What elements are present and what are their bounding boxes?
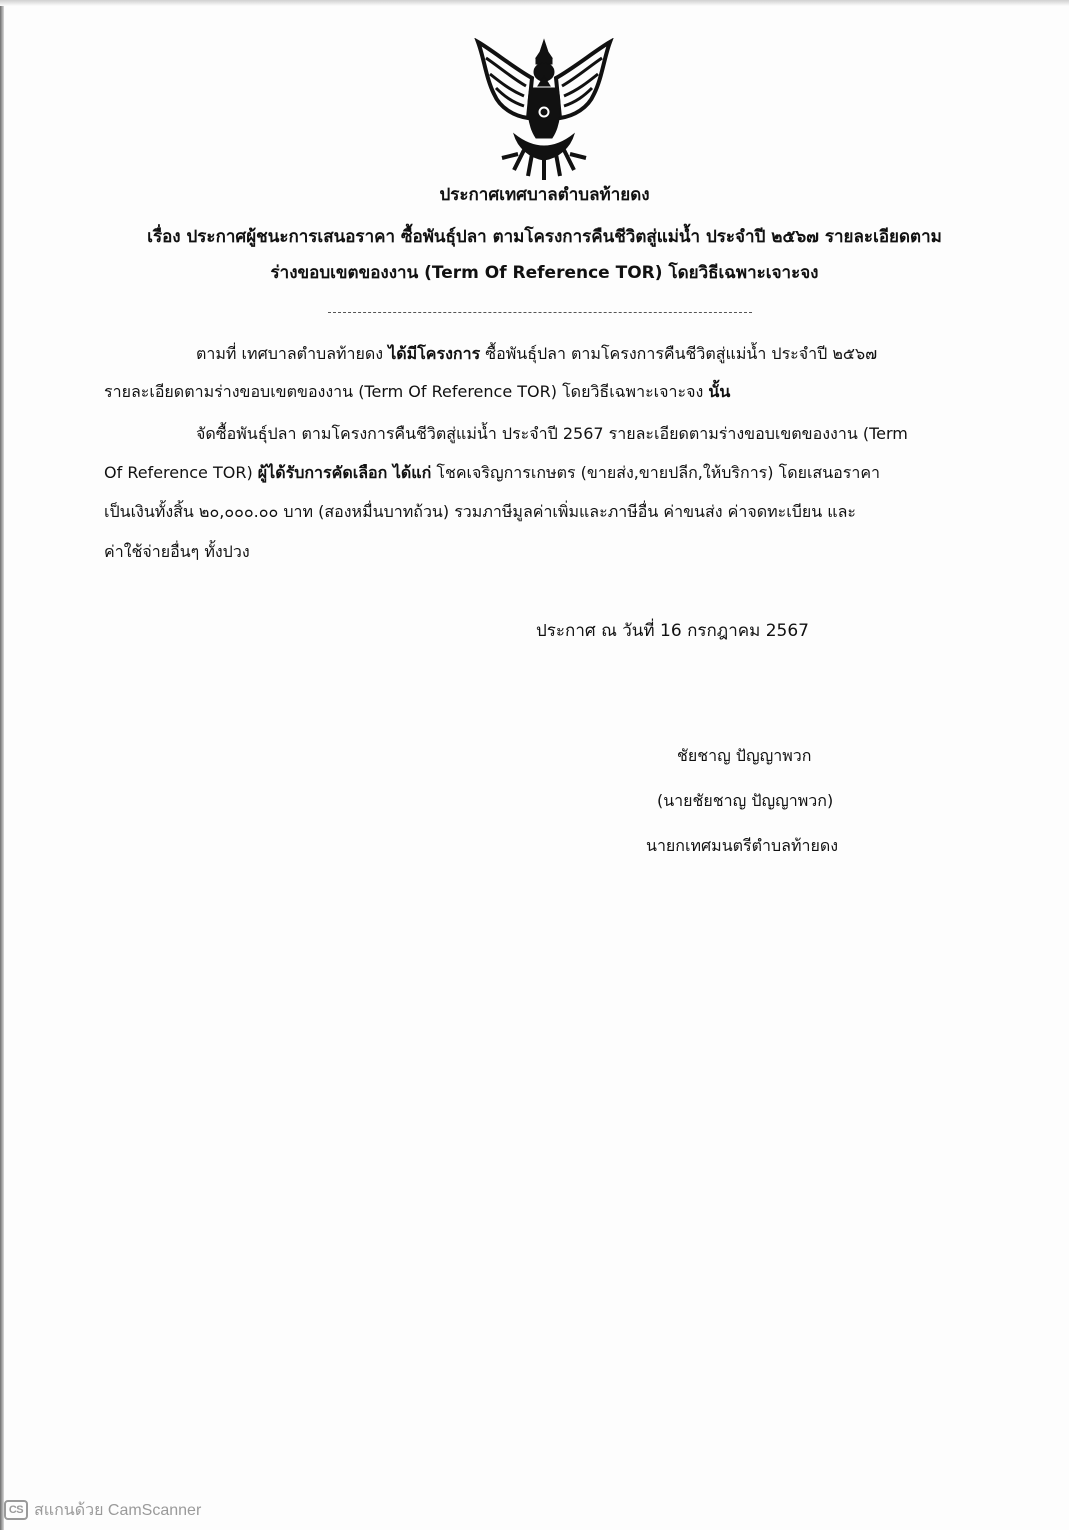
garuda-emblem-icon <box>474 38 614 183</box>
camscanner-logo-icon: CS <box>4 1500 28 1520</box>
announcement-heading: ประกาศเทศบาลตำบลท้ายดง <box>439 185 650 205</box>
announcement-subject-line2: ร่างขอบเขตของงาน (Term Of Reference TOR) โดยวิธีเฉพาะเจาะจง <box>270 263 819 283</box>
paragraph1-line1-end: ซื้อพันธุ์ปลา ตามโครงการคืนชีวิตสู่แม่น้ำ ประจำปี ๒๕๖๗ <box>485 344 878 363</box>
paragraph1-line2-bold: นั้น <box>708 382 731 401</box>
paragraph1-line1-start: ตามที่ เทศบาลตำบลท้ายดง <box>196 344 384 363</box>
paragraph1-line1-bold: ได้มีโครงการ <box>388 344 481 363</box>
paragraph2-line1: จัดซื้อพันธุ์ปลา ตามโครงการคืนชีวิตสู่แม่น้ำ ประจำปี 2567 รายละเอียดตามร่างขอบเขตของงาน (Term <box>196 424 908 443</box>
paragraph2-line4: ค่าใช้จ่ายอื่นๆ ทั้งปวง <box>104 542 250 561</box>
signature-signed-name: ชัยชาญ ปัญญาพวก <box>677 746 812 765</box>
camscanner-watermark-text: สแกนด้วย CamScanner <box>34 1501 202 1519</box>
paragraph1-line1 <box>196 343 877 365</box>
announcement-subject-line1: เรื่อง ประกาศผู้ชนะการเสนอราคา ซื้อพันธุ์ปลา ตามโครงการคืนชีวิตสู่แม่น้ำ ประจำปี ๒๕๖๗ รายละเอียดตาม <box>147 227 942 247</box>
signature-full-name: (นายชัยชาญ ปัญญาพวก) <box>657 791 834 810</box>
heading-divider <box>328 312 752 313</box>
paragraph2-line2-end: โชคเจริญการเกษตร (ขายส่ง,ขายปลีก,ให้บริการ) โดยเสนอราคา <box>436 463 880 482</box>
camscanner-watermark <box>4 1498 201 1522</box>
paragraph2-line2-bold: ผู้ได้รับการคัดเลือก ได้แก่ <box>257 463 432 482</box>
paragraph2-line2-start: Of Reference TOR) <box>104 463 253 482</box>
paragraph1-line2 <box>104 381 730 403</box>
paragraph2-line2 <box>104 462 880 484</box>
scan-edge-left <box>0 0 4 1530</box>
paragraph2-line3: เป็นเงินทั้งสิ้น ๒๐,๐๐๐.๐๐ บาท (สองหมื่นบาทถ้วน) รวมภาษีมูลค่าเพิ่มและภาษีอื่น ค่าขนส่ง ค่าจดทะเบียน และ <box>104 502 856 521</box>
scan-edge-top <box>0 0 1069 6</box>
announcement-date: ประกาศ ณ วันที่ 16 กรกฎาคม 2567 <box>536 621 809 641</box>
paragraph1-line2-start: รายละเอียดตามร่างขอบเขตของงาน (Term Of Reference TOR) โดยวิธีเฉพาะเจาะจง <box>104 382 704 401</box>
signature-position: นายกเทศมนตรีตำบลท้ายดง <box>646 836 839 855</box>
